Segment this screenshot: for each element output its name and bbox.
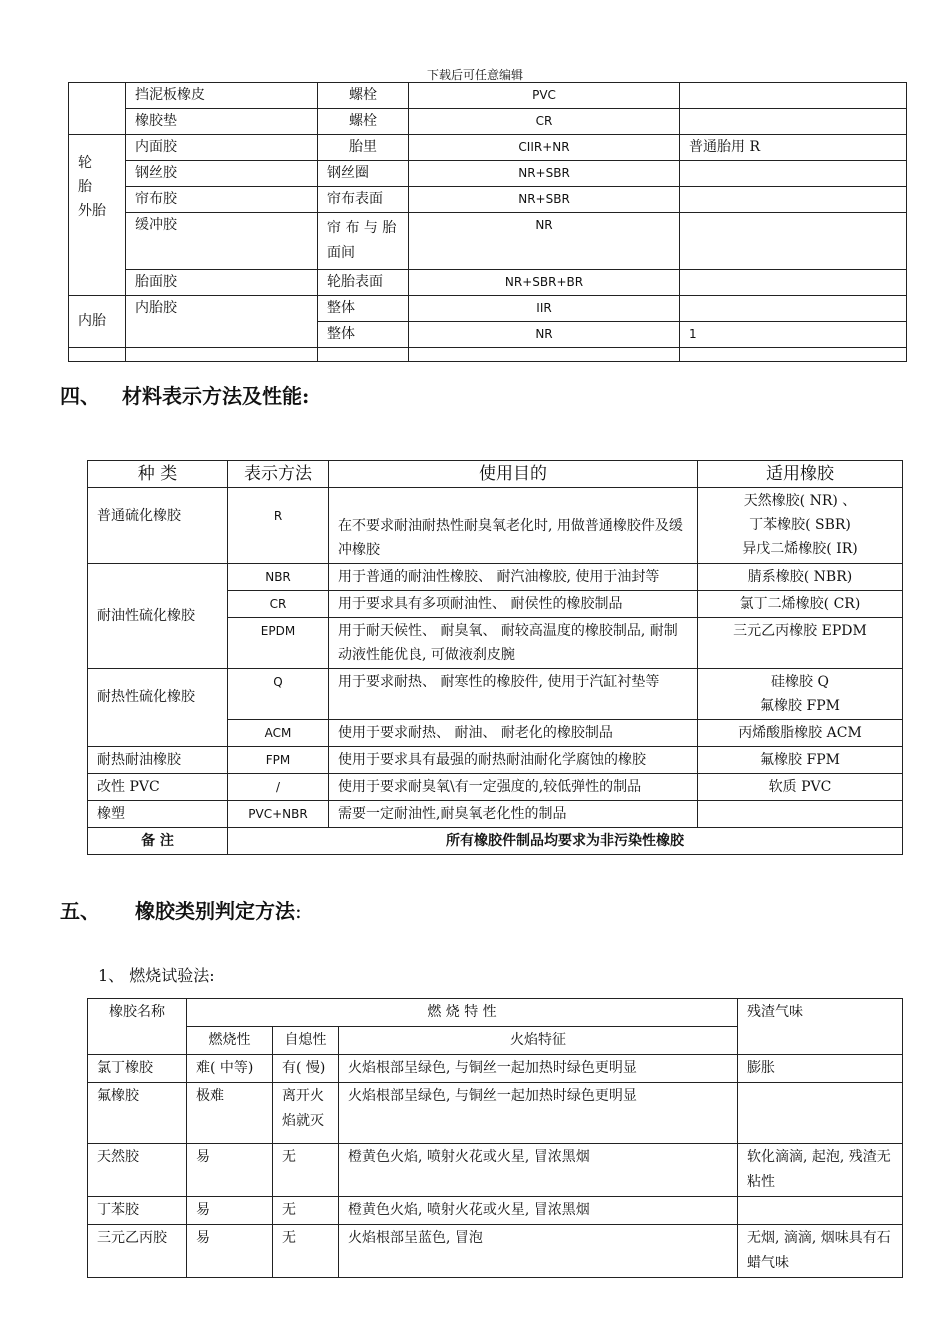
part-cell: 橡胶垫 xyxy=(126,109,318,135)
section-4-heading xyxy=(60,380,309,409)
location-cell: 螺栓 xyxy=(318,109,409,135)
table-row xyxy=(88,564,903,591)
code-cell: EPDM xyxy=(228,618,329,669)
name-cell: 三元乙丙胶 xyxy=(88,1225,187,1278)
section-number: 五、 xyxy=(60,899,100,923)
part-cell: 内胎胶 xyxy=(126,296,318,348)
empty-cell xyxy=(680,348,907,362)
material-cell: CIIR+NR xyxy=(409,135,680,161)
table-row xyxy=(88,669,903,720)
table-header-row xyxy=(88,999,903,1027)
header-cell: 表示方法 xyxy=(228,461,329,488)
table-row xyxy=(88,488,903,564)
remark-label: 备 注 xyxy=(88,828,228,855)
flame-cell: 火焰根部呈绿色, 与铜丝一起加热时绿色更明显 xyxy=(339,1055,738,1083)
table-row xyxy=(69,187,907,213)
material-cell: NR xyxy=(409,322,680,348)
purpose-cell: 用于要求耐热、 耐寒性的橡胶件, 使用于汽缸衬垫等 xyxy=(329,669,698,720)
self-ext-cell: 无 xyxy=(273,1144,339,1197)
name-cell: 氯丁橡胶 xyxy=(88,1055,187,1083)
section-5-heading xyxy=(60,895,302,924)
note-cell xyxy=(680,296,907,322)
part-cell: 缓冲胶 xyxy=(126,213,318,270)
table-row xyxy=(88,801,903,828)
note-cell xyxy=(680,270,907,296)
burn-cell: 易 xyxy=(187,1144,273,1197)
self-ext-cell: 有( 慢) xyxy=(273,1055,339,1083)
kind-cell: 耐热耐油橡胶 xyxy=(88,747,228,774)
material-cell: IIR xyxy=(409,296,680,322)
empty-cell xyxy=(318,348,409,362)
kind-cell: 橡塑 xyxy=(88,801,228,828)
header-cell: 适用橡胶 xyxy=(698,461,903,488)
empty-cell xyxy=(126,348,318,362)
material-cell: NR+SBR+BR xyxy=(409,270,680,296)
table-row xyxy=(69,213,907,270)
residue-cell xyxy=(738,1083,903,1144)
code-cell: / xyxy=(228,774,329,801)
self-ext-cell: 无 xyxy=(273,1197,339,1225)
residue-cell: 膨胀 xyxy=(738,1055,903,1083)
purpose-cell: 使用于要求耐热、 耐油、 耐老化的橡胶制品 xyxy=(329,720,698,747)
header-cell: 自熄性 xyxy=(273,1027,339,1055)
part-cell: 挡泥板橡皮 xyxy=(126,83,318,109)
table-row xyxy=(88,1225,903,1278)
table-row xyxy=(69,161,907,187)
rubber-cell: 氟橡胶 FPM xyxy=(698,747,903,774)
burn-cell: 易 xyxy=(187,1225,273,1278)
header-cell: 使用目的 xyxy=(329,461,698,488)
part-cell: 帘布胶 xyxy=(126,187,318,213)
purpose-cell: 使用于要求耐臭氧\有一定强度的,较低弹性的制品 xyxy=(329,774,698,801)
subsection-title: 1、 燃烧试验法: xyxy=(98,966,215,985)
location-cell: 螺栓 xyxy=(318,83,409,109)
residue-cell xyxy=(738,1197,903,1225)
burn-cell: 难( 中等) xyxy=(187,1055,273,1083)
flame-cell: 橙黄色火焰, 喷射火花或火星, 冒浓黑烟 xyxy=(339,1197,738,1225)
table-header-row xyxy=(88,461,903,488)
table-row xyxy=(88,1055,903,1083)
note-cell xyxy=(680,187,907,213)
purpose-cell: 用于普通的耐油性橡胶、 耐汽油橡胶, 使用于油封等 xyxy=(329,564,698,591)
code-cell: ACM xyxy=(228,720,329,747)
material-notation-table xyxy=(87,460,903,855)
group-tube-cell: 内胎 xyxy=(69,296,126,348)
table-row xyxy=(88,747,903,774)
location-cell: 帘布表面 xyxy=(318,187,409,213)
empty-cell xyxy=(409,348,680,362)
header-cell: 残渣气味 xyxy=(738,999,903,1055)
material-cell: NR xyxy=(409,213,680,270)
kind-cell: 耐热性硫化橡胶 xyxy=(88,669,228,747)
rubber-cell: 丙烯酸脂橡胶 ACM xyxy=(698,720,903,747)
flame-cell: 火焰根部呈蓝色, 冒泡 xyxy=(339,1225,738,1278)
flame-cell: 火焰根部呈绿色, 与铜丝一起加热时绿色更明显 xyxy=(339,1083,738,1144)
location-cell: 整体 xyxy=(318,322,409,348)
material-cell: PVC xyxy=(409,83,680,109)
residue-cell: 软化滴滴, 起泡, 残渣无粘性 xyxy=(738,1144,903,1197)
material-cell: CR xyxy=(409,109,680,135)
table-row-empty xyxy=(69,348,907,362)
code-cell: PVC+NBR xyxy=(228,801,329,828)
code-cell: NBR xyxy=(228,564,329,591)
table-row xyxy=(69,109,907,135)
header-cell: 燃 烧 特 性 xyxy=(187,999,738,1027)
section-title: 材料表示方法及性能: xyxy=(122,384,310,408)
table-row xyxy=(69,296,907,322)
header-cell: 种 类 xyxy=(88,461,228,488)
empty-cell xyxy=(69,348,126,362)
rubber-cell: 氯丁二烯橡胶( CR) xyxy=(698,591,903,618)
page-header: 下载后可任意编辑 xyxy=(426,68,523,82)
table-row xyxy=(88,1083,903,1144)
burn-cell: 易 xyxy=(187,1197,273,1225)
header-cell: 燃烧性 xyxy=(187,1027,273,1055)
remark-text: 所有橡胶件制品均要求为非污染性橡胶 xyxy=(228,828,903,855)
note-cell xyxy=(680,109,907,135)
name-cell: 丁苯胶 xyxy=(88,1197,187,1225)
kind-cell: 耐油性硫化橡胶 xyxy=(88,564,228,669)
purpose-cell: 需要一定耐油性,耐臭氧老化性的制品 xyxy=(329,801,698,828)
parts-material-table xyxy=(68,82,907,362)
section-number: 四、 xyxy=(60,384,100,408)
self-ext-cell: 无 xyxy=(273,1225,339,1278)
material-cell: NR+SBR xyxy=(409,161,680,187)
flame-cell: 橙黄色火焰, 喷射火花或火星, 冒浓黑烟 xyxy=(339,1144,738,1197)
note-cell: 1 xyxy=(680,322,907,348)
purpose-cell: 在不要求耐油耐热性耐臭氧老化时, 用做普通橡胶件及缓冲橡胶 xyxy=(329,488,698,564)
note-cell xyxy=(680,83,907,109)
material-cell: NR+SBR xyxy=(409,187,680,213)
table-row xyxy=(88,1197,903,1225)
rubber-cell xyxy=(698,801,903,828)
note-cell xyxy=(680,161,907,187)
location-cell: 轮胎表面 xyxy=(318,270,409,296)
location-cell: 帘 布 与 胎 面间 xyxy=(318,213,409,270)
purpose-cell: 用于耐天候性、 耐臭氧、 耐较高温度的橡胶制品, 耐制动液性能优良, 可做液刹皮腕 xyxy=(329,618,698,669)
combustion-test-table xyxy=(87,998,903,1278)
note-cell xyxy=(680,213,907,270)
rubber-cell: 腈系橡胶( NBR) xyxy=(698,564,903,591)
table-row xyxy=(88,1144,903,1197)
part-cell: 钢丝胶 xyxy=(126,161,318,187)
self-ext-cell: 离开火焰就灭 xyxy=(273,1083,339,1144)
table-row xyxy=(88,774,903,801)
location-cell: 钢丝圈 xyxy=(318,161,409,187)
kind-cell: 改性 PVC xyxy=(88,774,228,801)
name-cell: 氟橡胶 xyxy=(88,1083,187,1144)
section-title: 橡胶类别判定方法 xyxy=(135,899,295,923)
residue-cell: 无烟, 滴滴, 烟味具有石蜡气味 xyxy=(738,1225,903,1278)
group-cell xyxy=(69,83,126,135)
name-cell: 天然胶 xyxy=(88,1144,187,1197)
section-colon: : xyxy=(295,899,302,923)
rubber-cell: 硅橡胶 Q 氟橡胶 FPM xyxy=(698,669,903,720)
code-cell: R xyxy=(228,488,329,564)
table-row xyxy=(69,270,907,296)
purpose-cell: 用于要求具有多项耐油性、 耐侯性的橡胶制品 xyxy=(329,591,698,618)
table-row xyxy=(69,135,907,161)
rubber-cell: 三元乙丙橡胶 EPDM xyxy=(698,618,903,669)
code-cell: Q xyxy=(228,669,329,720)
header-cell: 火焰特征 xyxy=(339,1027,738,1055)
header-cell: 橡胶名称 xyxy=(88,999,187,1055)
rubber-cell: 天然橡胶( NR) 、 丁苯橡胶( SBR) 异戊二烯橡胶( IR) xyxy=(698,488,903,564)
code-cell: FPM xyxy=(228,747,329,774)
group-tire-cell: 轮 胎 外胎 xyxy=(69,135,126,296)
location-cell: 整体 xyxy=(318,296,409,322)
location-cell: 胎里 xyxy=(318,135,409,161)
kind-cell: 普通硫化橡胶 xyxy=(88,488,228,564)
code-cell: CR xyxy=(228,591,329,618)
part-cell: 内面胶 xyxy=(126,135,318,161)
note-cell: 普通胎用 R xyxy=(680,135,907,161)
burn-cell: 极难 xyxy=(187,1083,273,1144)
table-row xyxy=(69,83,907,109)
rubber-cell: 软质 PVC xyxy=(698,774,903,801)
purpose-cell: 使用于要求具有最强的耐热耐油耐化学腐蚀的橡胶 xyxy=(329,747,698,774)
part-cell: 胎面胶 xyxy=(126,270,318,296)
remark-row xyxy=(88,828,903,855)
